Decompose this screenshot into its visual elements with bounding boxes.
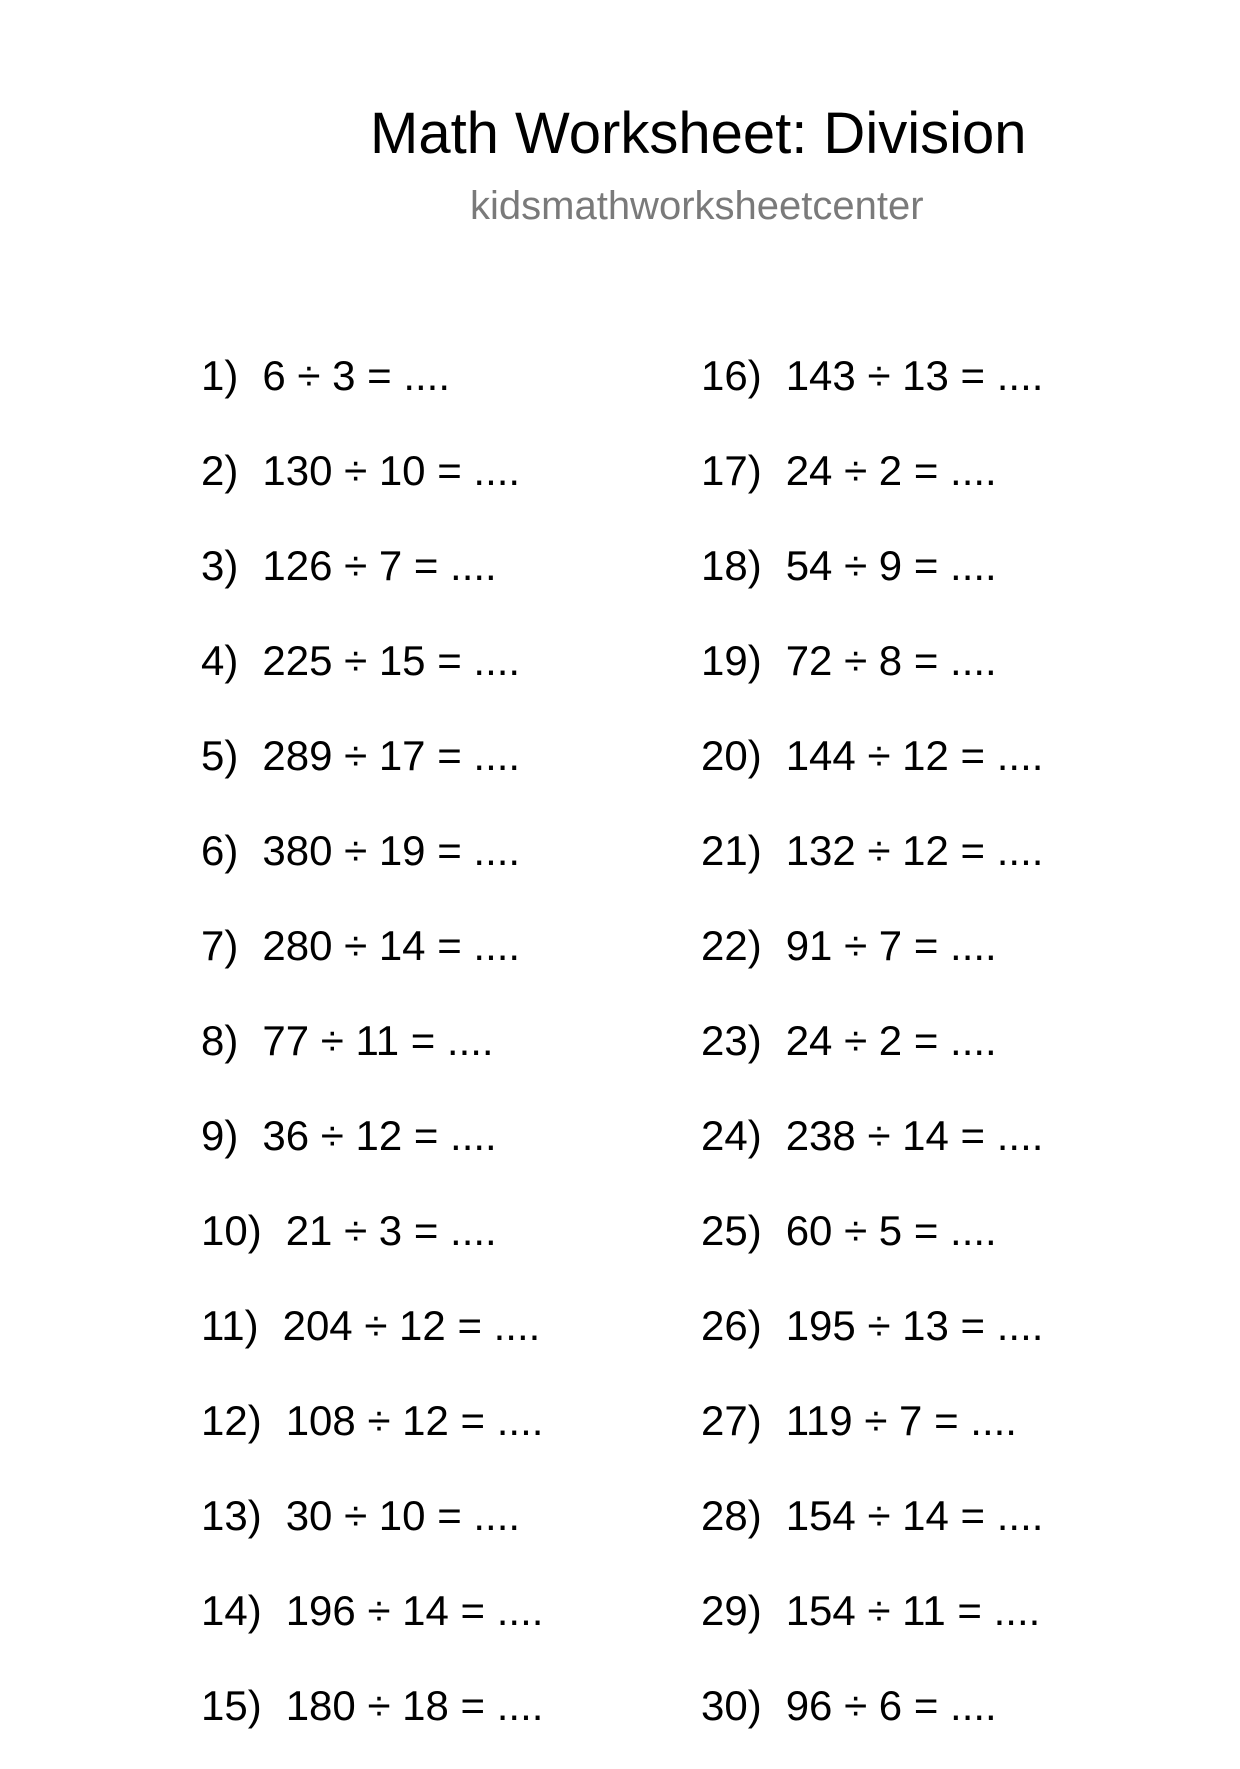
problem-expression: 143 ÷ 13 = ....: [785, 352, 1044, 399]
problem-item: [201, 1389, 543, 1484]
problem-item: [201, 914, 543, 1009]
problem-expression: 96 ÷ 6 = ....: [785, 1682, 997, 1729]
problem-item: [701, 439, 1043, 534]
problem-expression: 144 ÷ 12 = ....: [785, 732, 1044, 779]
problem-expression: 126 ÷ 7 = ....: [262, 542, 497, 589]
problem-expression: 30 ÷ 10 = ....: [285, 1492, 521, 1539]
problem-number: 23): [701, 1017, 762, 1064]
problem-number: 12): [201, 1397, 262, 1444]
problem-expression: 24 ÷ 2 = ....: [785, 447, 997, 494]
problem-expression: 130 ÷ 10 = ....: [262, 447, 521, 494]
problem-number: 4): [201, 637, 239, 684]
problem-expression: 6 ÷ 3 = ....: [262, 352, 451, 399]
problem-item: [701, 534, 1043, 629]
problem-expression: 225 ÷ 15 = ....: [262, 637, 521, 684]
problem-expression: 380 ÷ 19 = ....: [262, 827, 521, 874]
problem-number: 6): [201, 827, 239, 874]
problem-number: 7): [201, 922, 239, 969]
problem-item: [701, 1294, 1043, 1389]
problem-number: 5): [201, 732, 239, 779]
problem-number: 1): [201, 352, 239, 399]
problem-item: [701, 819, 1043, 914]
problem-item: [201, 819, 543, 914]
problem-column-left: [201, 344, 543, 1769]
problem-number: 3): [201, 542, 239, 589]
problem-expression: 280 ÷ 14 = ....: [262, 922, 521, 969]
problem-item: [201, 1199, 543, 1294]
problem-expression: 36 ÷ 12 = ....: [262, 1112, 497, 1159]
problem-number: 16): [701, 352, 762, 399]
problem-expression: 154 ÷ 11 = ....: [785, 1587, 1041, 1634]
problem-item: [701, 629, 1043, 724]
problem-item: [701, 724, 1043, 819]
problem-number: 25): [701, 1207, 762, 1254]
problem-item: [201, 724, 543, 819]
problem-column-right: [701, 344, 1043, 1769]
problem-item: [201, 1104, 543, 1199]
problem-number: 24): [701, 1112, 762, 1159]
problem-item: [201, 629, 543, 724]
problem-expression: 72 ÷ 8 = ....: [785, 637, 997, 684]
problem-expression: 154 ÷ 14 = ....: [785, 1492, 1044, 1539]
problem-number: 30): [701, 1682, 762, 1729]
problem-item: [201, 439, 543, 534]
problem-expression: 119 ÷ 7 = ....: [785, 1397, 1017, 1444]
problem-item: [701, 344, 1043, 439]
problem-number: 19): [701, 637, 762, 684]
problem-item: [701, 1484, 1043, 1579]
problem-expression: 180 ÷ 18 = ....: [285, 1682, 544, 1729]
problem-number: 13): [201, 1492, 262, 1539]
problem-expression: 195 ÷ 13 = ....: [785, 1302, 1044, 1349]
problem-item: [701, 1104, 1043, 1199]
problem-number: 8): [201, 1017, 239, 1064]
problem-number: 21): [701, 827, 762, 874]
problem-item: [201, 344, 543, 439]
problem-item: [701, 1389, 1043, 1484]
problem-item: [201, 1674, 543, 1769]
problem-item: [201, 1009, 543, 1104]
problem-number: 26): [701, 1302, 762, 1349]
problem-expression: 91 ÷ 7 = ....: [785, 922, 997, 969]
problem-number: 22): [701, 922, 762, 969]
problem-item: [201, 1579, 543, 1674]
problem-item: [701, 1199, 1043, 1294]
problem-item: [701, 1579, 1043, 1674]
problem-number: 11): [201, 1302, 259, 1349]
worksheet-title: Math Worksheet: Division: [370, 101, 1027, 166]
problem-expression: 204 ÷ 12 = ....: [282, 1302, 541, 1349]
problem-number: 20): [701, 732, 762, 779]
problem-number: 10): [201, 1207, 262, 1254]
problem-expression: 238 ÷ 14 = ....: [785, 1112, 1044, 1159]
problem-number: 18): [701, 542, 762, 589]
problem-expression: 54 ÷ 9 = ....: [785, 542, 997, 589]
problem-item: [701, 914, 1043, 1009]
problem-expression: 196 ÷ 14 = ....: [285, 1587, 544, 1634]
problem-number: 17): [701, 447, 762, 494]
problem-item: [701, 1009, 1043, 1104]
problem-expression: 108 ÷ 12 = ....: [285, 1397, 544, 1444]
problem-number: 2): [201, 447, 239, 494]
problem-expression: 289 ÷ 17 = ....: [262, 732, 521, 779]
problem-number: 27): [701, 1397, 762, 1444]
problem-number: 14): [201, 1587, 262, 1634]
problem-expression: 132 ÷ 12 = ....: [785, 827, 1044, 874]
problem-item: [201, 1294, 543, 1389]
problem-expression: 24 ÷ 2 = ....: [785, 1017, 997, 1064]
problem-item: [701, 1674, 1043, 1769]
problem-number: 28): [701, 1492, 762, 1539]
problem-item: [201, 534, 543, 629]
problem-item: [201, 1484, 543, 1579]
problem-number: 29): [701, 1587, 762, 1634]
problem-number: 9): [201, 1112, 239, 1159]
problem-number: 15): [201, 1682, 262, 1729]
worksheet-source: kidsmathworksheetcenter: [470, 184, 924, 228]
problem-expression: 60 ÷ 5 = ....: [785, 1207, 997, 1254]
problem-expression: 21 ÷ 3 = ....: [285, 1207, 497, 1254]
problem-expression: 77 ÷ 11 = ....: [262, 1017, 494, 1064]
